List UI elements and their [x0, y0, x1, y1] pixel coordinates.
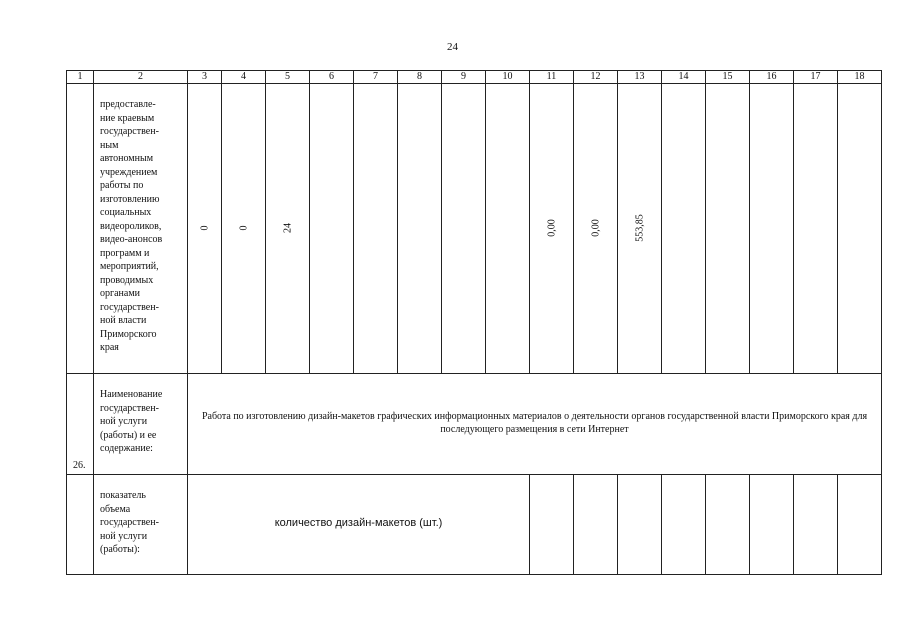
header-cell: 8 — [398, 71, 442, 84]
header-cell: 14 — [662, 71, 706, 84]
header-cell: 18 — [838, 71, 882, 84]
header-cell: 6 — [310, 71, 354, 84]
value-cell-14 — [662, 475, 706, 575]
value-cell-3 — [188, 84, 222, 374]
value-4: 0 — [238, 225, 249, 231]
indicator-label: показатель объема государствен- ной услуги (работы): — [100, 490, 159, 555]
header-cell: 7 — [354, 71, 398, 84]
value-cell-10 — [486, 84, 530, 374]
value-cell-12 — [574, 475, 618, 575]
value-3: 0 — [199, 225, 210, 231]
value-cell-16 — [750, 84, 794, 374]
value-11: 0,00 — [546, 219, 557, 237]
header-cell: 5 — [266, 71, 310, 84]
value-cell-17 — [794, 84, 838, 374]
value-cell-9 — [442, 84, 486, 374]
service-description-cell — [188, 374, 882, 475]
header-cell: 1 — [67, 71, 94, 84]
value-cell-18 — [838, 475, 882, 575]
value-cell-7 — [354, 84, 398, 374]
header-cell: 3 — [188, 71, 222, 84]
row-number-cell — [67, 475, 94, 575]
header-cell: 15 — [706, 71, 750, 84]
header-cell: 16 — [750, 71, 794, 84]
header-cell: 12 — [574, 71, 618, 84]
row-number-cell — [67, 84, 94, 374]
name-label-cell — [94, 374, 188, 475]
value-cell-8 — [398, 84, 442, 374]
value-cell-18 — [838, 84, 882, 374]
value-cell-15 — [706, 475, 750, 575]
row-number-cell — [67, 374, 94, 475]
value-cell-4 — [222, 84, 266, 374]
service-label-cell — [94, 84, 188, 374]
value-cell-11 — [530, 84, 574, 374]
value-13: 553,85 — [634, 214, 645, 242]
value-cell-15 — [706, 84, 750, 374]
header-cell: 2 — [94, 71, 188, 84]
value-cell-5 — [266, 84, 310, 374]
report-table — [66, 70, 882, 575]
indicator-name: количество дизайн-макетов (шт.) — [274, 517, 443, 529]
header-cell: 10 — [486, 71, 530, 84]
value-cell-14 — [662, 84, 706, 374]
indicator-label-cell — [94, 475, 188, 575]
service-label: предоставле- ние краевым государствен- ным автономным учреждением работы по изготовлению социальных видеороликов, видео-анонсов программ и мероприятий, проводимых органами государствен- ной власти Приморского края — [100, 99, 163, 353]
page-number: 24 — [447, 41, 458, 53]
row-number: 26. — [73, 460, 86, 471]
value-cell-12 — [574, 84, 618, 374]
value-12: 0,00 — [590, 219, 601, 237]
value-cell-11 — [530, 475, 574, 575]
value-cell-6 — [310, 84, 354, 374]
value-cell-16 — [750, 475, 794, 575]
value-5: 24 — [282, 223, 293, 233]
header-cell: 11 — [530, 71, 574, 84]
header-cell: 9 — [442, 71, 486, 84]
value-cell-13 — [618, 475, 662, 575]
service-description: Работа по изготовлению дизайн-макетов графических информационных материалов о деятельности органов государственной власти Приморского края для последующего размещения в сети Интернет — [201, 411, 868, 435]
header-cell: 4 — [222, 71, 266, 84]
value-cell-17 — [794, 475, 838, 575]
table-row-service — [67, 84, 882, 374]
table-row-indicator — [67, 475, 882, 575]
header-cell: 17 — [794, 71, 838, 84]
table-row-name — [67, 374, 882, 475]
header-cell: 13 — [618, 71, 662, 84]
name-label: Наименование государствен- ной услуги (работы) и ее содержание: — [100, 389, 163, 454]
header-row — [67, 71, 882, 84]
value-cell-13 — [618, 84, 662, 374]
indicator-name-cell — [188, 475, 530, 575]
